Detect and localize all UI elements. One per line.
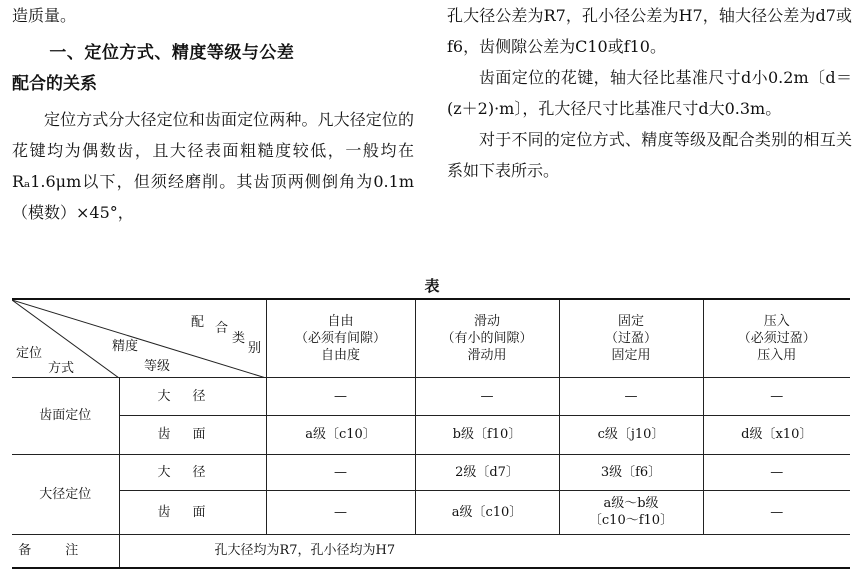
table-cell: — [703, 490, 850, 534]
corner-fit-char-1: 配 [191, 315, 205, 330]
table-header-row [12, 299, 850, 377]
column-header-sliding-use: 滑动用 [467, 347, 507, 363]
table-cell [559, 490, 703, 534]
column-header-free-title: 自由 [327, 313, 354, 329]
table-cell-line2: 〔c10～f10〕 [588, 513, 674, 528]
fit-relationship-table [12, 298, 850, 569]
grade-label: 大径 [119, 454, 266, 490]
table-caption: 表 [424, 277, 440, 295]
corner-position-label: 定位 [16, 346, 43, 361]
table-row [12, 454, 850, 490]
table-row [12, 377, 850, 415]
right-paragraph-1: 孔大径公差为R7，孔小径公差为H7，轴大径公差为d7或f6，齿侧隙公差为C10或f10。 [447, 6, 852, 56]
table-cell: a级〔c10〕 [266, 415, 415, 454]
note-label-text: 备注 [18, 543, 113, 559]
table-cell: — [703, 377, 850, 415]
table-cell: — [559, 377, 703, 415]
note-label [12, 534, 119, 568]
column-header-press [703, 299, 850, 377]
column-header-sliding [415, 299, 559, 377]
section-heading [12, 38, 414, 100]
corner-method-label: 方式 [48, 361, 75, 376]
column-header-free-note: （必须有间隙） [294, 330, 386, 346]
column-header-sliding-note: （有小的间隙） [441, 330, 533, 346]
table-cell: — [266, 454, 415, 490]
table-cell: c级〔j10〕 [559, 415, 703, 454]
column-header-fixed-note: （过盈） [604, 330, 657, 346]
column-header-fixed [559, 299, 703, 377]
table-cell: — [266, 490, 415, 534]
table-cell: — [415, 377, 559, 415]
table-cell: a级〔c10〕 [415, 490, 559, 534]
column-header-press-title: 压入 [763, 313, 790, 329]
table-row [12, 415, 850, 454]
grade-label: 大径 [119, 377, 266, 415]
left-column [12, 0, 414, 228]
column-header-fixed-use: 固定用 [611, 347, 651, 363]
column-header-press-use: 压入用 [757, 347, 797, 363]
table-cell: d级〔x10〕 [703, 415, 850, 454]
corner-fit-char-3: 类 [232, 331, 246, 346]
right-paragraph-3: 对于不同的定位方式、精度等级及配合类别的相互关系如下表所示。 [447, 130, 852, 180]
grade-label: 齿面 [119, 490, 266, 534]
corner-precision-label: 精度 [112, 339, 139, 354]
note-text: 孔大径均为R7，孔小径均为H7 [119, 534, 850, 568]
column-header-sliding-title: 滑动 [473, 313, 500, 329]
table-cell: b级〔f10〕 [415, 415, 559, 454]
table-note-row [12, 534, 850, 568]
group-label-major-diameter: 大径定位 [12, 454, 119, 534]
table-row [12, 490, 850, 534]
corner-fit-char-2: 合 [215, 321, 229, 336]
table-cell: 3级〔f6〕 [559, 454, 703, 490]
column-header-free-use: 自由度 [320, 347, 360, 363]
grade-label: 齿面 [119, 415, 266, 454]
column-header-fixed-title: 固定 [617, 313, 644, 329]
table-corner-cell [12, 299, 266, 377]
section-heading-line1: 一、定位方式、精度等级与公差 [49, 43, 295, 63]
left-paragraph-1: 定位方式分大径定位和齿面定位两种。凡大径定位的花键均为偶数齿，且大径表面粗糙度较低，一般均在Rₐ1.6μm以下，但须经磨削。其齿顶两侧倒角为0.1m（模数）×45°， [12, 110, 414, 222]
group-label-tooth-face: 齿面定位 [12, 377, 119, 454]
table-cell: — [266, 377, 415, 415]
column-header-free [266, 299, 415, 377]
table-cell: 2级〔d7〕 [415, 454, 559, 490]
column-header-press-note: （必须过盈） [737, 330, 816, 346]
corner-grade-label: 等级 [144, 359, 171, 374]
right-paragraph-2: 齿面定位的花键，轴大径比基准尺寸d小0.2m〔d＝(z＋2)·m〕，孔大径尺寸比基准尺寸d大0.3m。 [447, 68, 852, 118]
table-cell: — [703, 454, 850, 490]
corner-fit-char-4: 别 [248, 341, 262, 356]
section-heading-line2: 配合的关系 [12, 74, 97, 94]
right-column [447, 0, 852, 186]
table-cell-line1: a级～b级 [603, 496, 659, 511]
left-paragraph-0: 造质量。 [12, 6, 77, 25]
